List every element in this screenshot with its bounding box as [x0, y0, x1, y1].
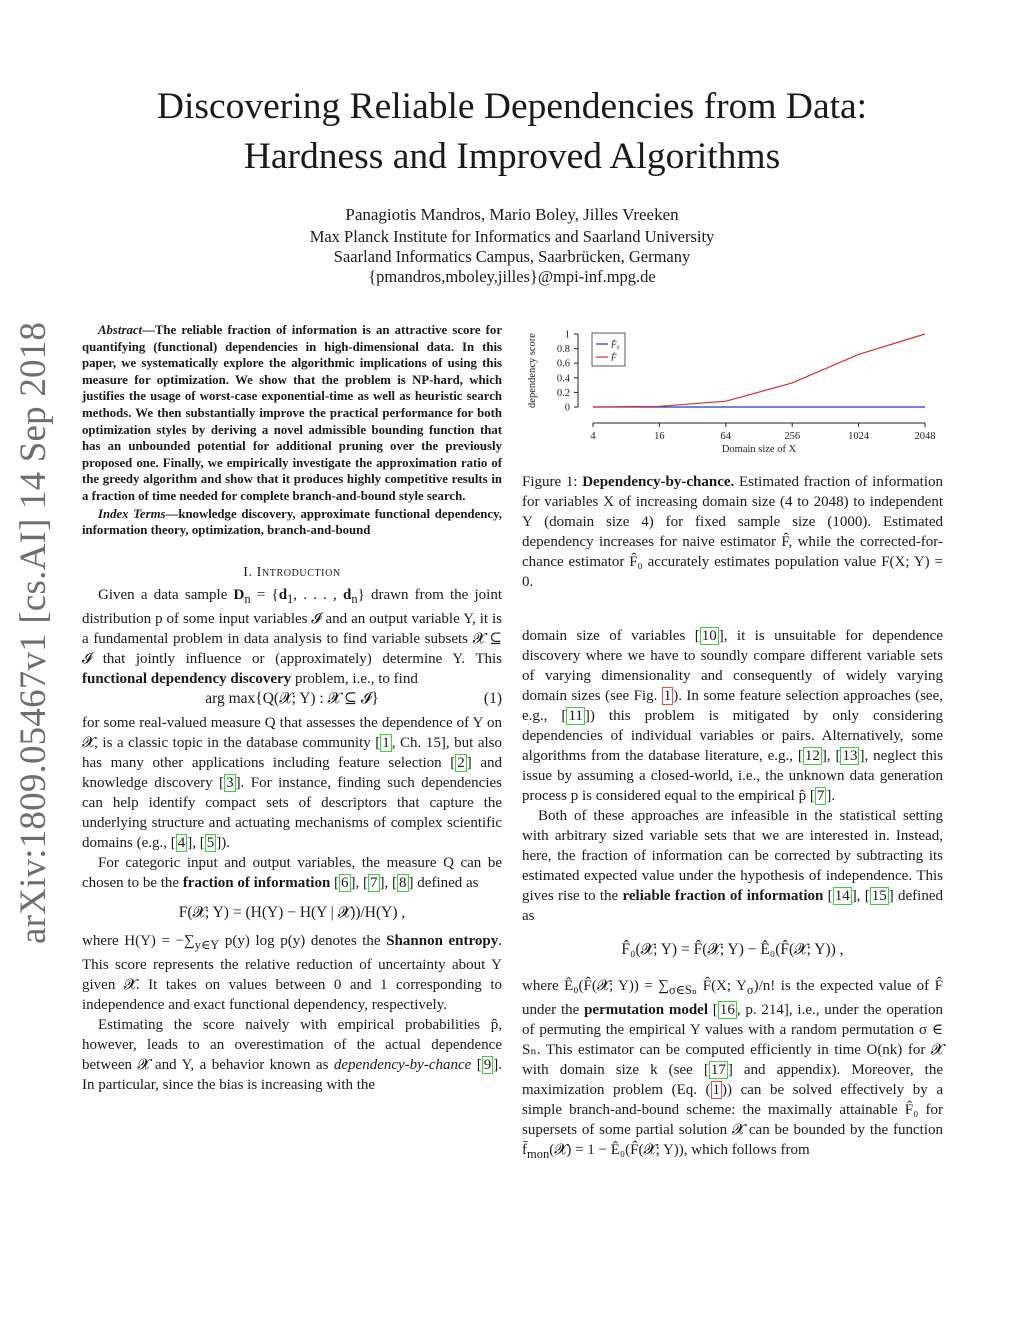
- author-block: [180, 203, 844, 287]
- y-tick-label: 0: [564, 402, 570, 414]
- figure-1: [522, 322, 943, 592]
- dependency-chart: [522, 322, 943, 457]
- legend-label: F̂₀: [611, 339, 620, 350]
- y-tick-label: 0.8: [556, 344, 570, 356]
- intro-paragraph-4: where $H(Y) = -\sum_{y\in Y}$ p(y) log p(y) denotes the Shannon entropy. This score represents the relative reduction of uncertainty about Y given 𝓧. It takes on values between 0 and 1 corresponding to independence and exact functional dependency, respectively.: [82, 932, 502, 1013]
- legend-label: F̂: [611, 352, 617, 363]
- paper-title: [80, 82, 944, 182]
- y-tick-label: 1: [564, 329, 570, 341]
- citation-link[interactable]: 14: [834, 888, 850, 904]
- citation-link[interactable]: 15: [871, 888, 887, 904]
- figure-caption: [522, 472, 943, 592]
- equation-2-body: F(𝓧; Y) = (H(Y) − H(Y | 𝓧))/H(Y) ,: [178, 903, 406, 921]
- author-names: Panagiotis Mandros, Mario Boley, Jilles Vreeken: [345, 205, 679, 224]
- author-email: {pmandros,mboley,jilles}@mpi-inf.mpg.de: [368, 267, 656, 286]
- figure-caption-label: Figure 1:: [522, 474, 578, 490]
- intro-paragraph-3: For categoric input and output variables, the measure Q can be chosen to be the fraction of information [ 6 ], [ 7 ], [ 8 ] defined as: [82, 854, 502, 891]
- citation-link[interactable]: 5: [206, 834, 215, 851]
- figure-caption-title: Dependency-by-chance.: [582, 474, 735, 490]
- right-paragraph-3: where Ê₀(F̂(𝓧; $Y)) = \sum_{\sigma\in S_n}$ F̂(X; $Y_\sigma)/n$! is the expected value of F̂ under the permutation model [ 16 , p. 214], i.e., under the operation of permuting the empirical Y values with a random permutation σ ∈ Sₙ. This estimator can be computed efficiently in time O(nk) for 𝓧 with domain size k (see [ 17 ] and appendix). Moreover, the maximization problem (Eq. ( 1 )) can be solved effectively by a simple branch-and-bound scheme: the maximally attainable F̂₀ for supersets of some partial solution 𝓧 can be bounded by the function $f̄_{mon}(𝓧) = 1$ − Ê₀(F̂(𝓧; Y)), which follows from: [522, 978, 944, 1161]
- x-tick-label: 2048: [914, 431, 936, 442]
- citation-link[interactable]: 10: [701, 628, 717, 644]
- equation-link[interactable]: 1: [712, 1082, 721, 1098]
- citation-link[interactable]: 7: [370, 874, 378, 891]
- figure-link[interactable]: 1: [663, 688, 672, 704]
- x-tick-label: 1024: [848, 431, 870, 442]
- equation-1-number: (1): [483, 689, 502, 707]
- figure-caption-text: Estimated fraction of information for variables X of increasing domain size (4 to 2048) to independent Y (domain size 4) for fixed sample size (1000). Estimated dependency increases for naive estimator F̂, while the corrected-for-chance estimator F̂₀ accurately estimates population value F(X; Y) = 0.: [522, 474, 943, 590]
- intro-paragraph-1: Given a data sample $D_n = \{d_1$, . . . , $d_n$} drawn from the joint distribution p of some input variables 𝓘 and an output variable Y, it is a fundamental problem in data analysis to find variable subsets 𝓧 ⊆ 𝓘 that jointly influence or (approximately) determine Y. This functional dependency discovery problem, i.e., to find: [82, 586, 503, 687]
- equation-1: [82, 689, 502, 709]
- y-tick-label: 0.2: [556, 387, 570, 399]
- left-column: [82, 322, 502, 1095]
- section-heading: I. Introduction: [243, 564, 341, 580]
- legend-box: [592, 333, 625, 366]
- citation-link[interactable]: 2: [457, 754, 465, 771]
- citation-link[interactable]: 16: [719, 1002, 735, 1018]
- citation-link[interactable]: 1: [382, 734, 390, 751]
- index-terms: [82, 506, 502, 539]
- x-axis-label: Domain size of X: [721, 444, 797, 455]
- right-column: [522, 626, 943, 1164]
- citation-link[interactable]: 8: [399, 874, 407, 891]
- x-tick-label: 64: [720, 431, 732, 442]
- equation-3: [522, 940, 943, 960]
- equation-3-body: F̂₀(𝓧; Y) = F̂(𝓧; Y) − Ê₀(F̂(𝓧; Y)) ,: [621, 941, 844, 958]
- citation-link[interactable]: 3: [226, 774, 234, 791]
- citation-link[interactable]: 17: [710, 1062, 726, 1078]
- affiliation-2: Saarland Informatics Campus, Saarbrücken, Germany: [333, 247, 691, 266]
- equation-1-body: arg max{Q(𝓧; Y) : 𝓧 ⊆ 𝓘}: [205, 689, 379, 707]
- citation-link[interactable]: 12: [804, 748, 820, 764]
- title-line-1: Discovering Reliable Dependencies from Data:: [156, 86, 868, 127]
- index-terms-text: —knowledge discovery, approximate functional dependency, information theory, optimization, branch-and-bound: [82, 506, 502, 538]
- right-paragraph-2: Both of these approaches are infeasible in the statistical setting with arbitrary sized variable sets that we are interested in. Instead, here, the fraction of information can be corrected by subtracting its estimated expected value under the hypothesis of independence. This gives rise to the reliable fraction of information [ 14 ], [ 15 ] defined as: [522, 808, 943, 924]
- citation-link[interactable]: 6: [341, 874, 349, 891]
- citation-link[interactable]: 11: [568, 708, 583, 724]
- right-paragraph-1: domain size of variables [ 10 ], it is unsuitable for dependence discovery where we have to soundly compare different variable sets of varying dimensionality and consequently of widely varying domain sizes (see Fig. 1 ). In some feature selection approaches (see, e.g., [ 11 ]) this problem is mitigated by only considering dependencies of individual variables or pairs. Alternatively, some algorithms from the database literature, e.g., [ 12 ], [ 13 ], neglect this issue by assuming a closed-world, i.e., the unknown data generation process p is considered equal to the empirical p̂ [ 7 ].: [522, 628, 943, 804]
- intro-paragraph-5: Estimating the score naively with empirical probabilities p̂, however, leads to an overestimation of the actual dependence between 𝓧 and Y, a behavior known as dependency-by-chance [ 9 ]. In particular, since the bias is increasing with the: [82, 1016, 503, 1093]
- citation-link[interactable]: 13: [842, 748, 858, 764]
- citation-link[interactable]: 9: [483, 1056, 492, 1073]
- citation-link[interactable]: 7: [816, 788, 825, 804]
- intro-paragraph-2: for some real-valued measure Q that assesses the dependence of Y on 𝓧, is a classic topic in the database community [ 1 , Ch. 15], but also has many other applications including feature selection [ 2 ] and knowledge discovery [ 3 ]. For instance, finding such dependencies can help identify compact sets of descriptors that capture the underlying structure and actuating mechanisms of complex scientific domains (e.g., [ 4 ], [ 5 ]).: [82, 714, 502, 851]
- affiliation-1: Max Planck Institute for Informatics and Saarland University: [309, 227, 715, 246]
- y-tick-label: 0.6: [556, 358, 570, 370]
- title-line-2: Hardness and Improved Algorithms: [243, 136, 781, 177]
- y-axis-label: dependency score: [527, 333, 538, 408]
- y-tick-label: 0.4: [556, 373, 570, 385]
- citation-link[interactable]: 4: [177, 834, 186, 851]
- series-line-1: [593, 334, 925, 407]
- equation-2: [82, 903, 502, 923]
- x-tick-label: 16: [654, 431, 665, 442]
- index-terms-label: Index Terms: [98, 506, 166, 521]
- abstract-text: —The reliable fraction of information is an attractive score for quantifying (functional) dependencies in high-dimensional data. In this paper, we systematically explore the algorithmic implications of using this measure for optimization. We show that the problem is NP-hard, which justifies the usage of worst-case exponential-time as well as heuristic search methods. We then substantially improve the practical performance for both optimization styles by deriving a novel admissible bounding function that has an unbounded potential for additional pruning over the previously proposed one. Finally, we empirically investigate the approximation ratio of the greedy algorithm and show that it produces highly competitive results in a fraction of time needed for complete branch-and-bound style search.: [82, 323, 502, 503]
- arxiv-identifier: arXiv:1809.05467v1 [cs.AI] 14 Sep 2018: [13, 321, 54, 944]
- abstract: [82, 322, 502, 505]
- x-tick-label: 4: [590, 431, 596, 442]
- x-tick-label: 256: [784, 431, 801, 442]
- abstract-label: Abstract: [98, 323, 143, 337]
